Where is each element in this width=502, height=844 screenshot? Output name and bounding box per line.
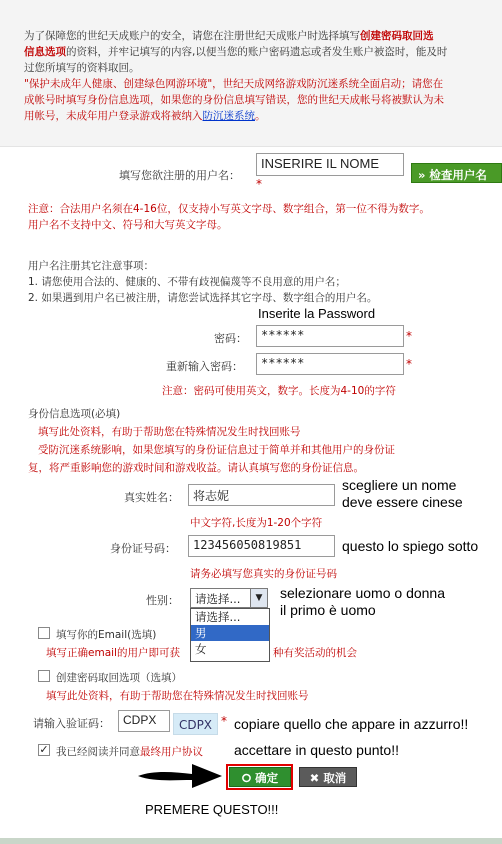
rules-item: 1. 请您使用合法的、健康的、不带有歧视偏蔑等不良用意的用户名； [28, 276, 346, 288]
agreement-text: 我已经阅读并同意 [56, 746, 140, 758]
name-annotation: scegliere un nome [342, 477, 457, 493]
captcha-image[interactable]: CDPX [173, 713, 218, 735]
id-number-hint: 请务必填写您真实的身份证号码 [190, 568, 337, 580]
rules-title: 用户名注册其它注意事项： [28, 260, 154, 272]
real-name-label: 真实姓名： [124, 491, 179, 504]
notice-line-red: "保护未成年人健康、创建绿色网游环境"，世纪天成网络游戏防沉迷系统全面启动；请您在 [24, 78, 444, 90]
email-label: 填写你的Email(选填) [56, 629, 157, 641]
gender-dropdown[interactable] [190, 608, 270, 662]
real-name-hint: 中文字符,长度为1-20个字符 [190, 517, 323, 529]
password-label: 密码： [214, 332, 247, 345]
captcha-label: 请输入验证码： [33, 717, 110, 730]
notice-line: 为了保障您的世纪天成账户的安全，请您在注册世纪天成账户时选择填写 [24, 30, 360, 42]
anti-addiction-link[interactable]: 防沉迷系统 [202, 110, 255, 122]
required-star: * [256, 177, 262, 191]
press-annotation: PREMERE QUESTO!!! [145, 802, 279, 817]
close-icon: ✖ [309, 771, 324, 785]
recovery-label: 创建密码取回选项（选填） [56, 672, 182, 684]
ok-icon: ⭘ [241, 771, 256, 785]
id-number-input[interactable]: 123456050819851 [188, 535, 335, 557]
notice-line-red: 成帐号时填写身份信息选项，如果您的身份信息填写错误，您的世纪天成帐号将被默认为未 [24, 94, 444, 106]
gender-selected-value: 请选择... [195, 592, 241, 606]
recovery-checkbox[interactable] [38, 670, 50, 682]
gender-annotation: selezionare uomo o donna [280, 585, 446, 601]
recovery-hint: 填写此处资料，有助于帮助您在特殊情况发生时找回账号 [46, 690, 309, 702]
cancel-button[interactable] [299, 767, 357, 787]
agreement-annotation: accettare in questo punto!! [234, 742, 399, 758]
required-star: * [406, 357, 412, 371]
rules-item: 2. 如果遇到用户名已被注册，请您尝试选择其它字母、数字组合的用户名。 [28, 292, 378, 304]
notice-line-red: 。 [255, 110, 266, 122]
identity-note: 填写此处资料，有助于帮助您在特殊情况发生时找回账号 [38, 426, 301, 438]
email-hint: 种有奖活动的机会 [273, 647, 357, 659]
notice-highlight: 信息选项 [24, 46, 66, 58]
notice-line: 的资料，并牢记填写的内容,以便当您的账户密码遗忘或者发生账户被盗时，能及时 [66, 46, 448, 58]
id-number-label: 身份证号码： [110, 542, 176, 555]
gender-select[interactable] [190, 588, 268, 608]
page-footer-strip [0, 838, 502, 844]
agreement-checkbox[interactable] [38, 744, 50, 756]
notice-text [24, 28, 502, 124]
ok-button[interactable] [229, 767, 291, 787]
gender-option[interactable]: 请选择... [195, 610, 241, 624]
captcha-input[interactable]: CDPX [118, 710, 170, 732]
required-star: * [221, 714, 227, 728]
arrow-right-icon [134, 756, 226, 796]
check-username-button[interactable]: » 检查用户名 [411, 163, 502, 183]
notice-highlight: 创建密码取回选 [360, 30, 434, 42]
gender-option[interactable]: 女 [195, 642, 207, 656]
chevron-down-icon[interactable]: ▼ [250, 589, 267, 607]
confirm-password-input[interactable]: ****** [256, 353, 404, 375]
username-label: 填写您欲注册的用户名： [119, 169, 240, 182]
password-annotation: Inserite la Password [258, 306, 376, 321]
real-name-input[interactable]: 将志妮 [188, 484, 335, 506]
username-hint: 注意：合法用户名须在4-16位，仅支持小写英文字母、数字组合，第一位不得为数字。 [28, 203, 430, 215]
notice-line-red: 用帐号，未成年用户登录游戏将被纳入 [24, 110, 203, 122]
confirm-password-label: 重新输入密码： [166, 360, 243, 373]
identity-note: 受防沉迷系统影响，如果您填写的身份证信息过于简单并和其他用户的身份证 [38, 444, 395, 456]
captcha-annotation: copiare quello che appare in azzurro!! [234, 716, 469, 732]
email-checkbox[interactable] [38, 627, 50, 639]
gender-option[interactable]: 男 [191, 625, 269, 641]
username-input[interactable]: INSERIRE IL NOME [256, 153, 404, 176]
email-hint: 填写正确email的用户即可获 [46, 647, 180, 659]
identity-note: 复，将严重影响您的游戏时间和游戏收益。请认真填写您的身份证信息。 [28, 462, 364, 474]
identity-section-title: 身份信息选项(必填) [28, 408, 121, 420]
required-star: * [406, 329, 412, 343]
password-input[interactable]: ****** [256, 325, 404, 347]
cancel-button-label: 取消 [323, 771, 347, 785]
password-hint: 注意：密码可使用英文，数字。长度为4-10的字符 [162, 385, 396, 397]
ok-button-label: 确定 [255, 771, 279, 785]
username-hint: 用户名不支持中文、符号和大写英文字母。 [28, 219, 228, 231]
notice-line: 过您所填写的资料取回。 [24, 62, 140, 74]
gender-annotation: il primo è uomo [280, 602, 376, 618]
eula-link[interactable]: 最终用户协议 [140, 746, 203, 758]
name-annotation: deve essere cinese [342, 494, 463, 510]
id-annotation: questo lo spiego sotto [342, 538, 479, 554]
gender-label: 性别： [146, 594, 179, 607]
